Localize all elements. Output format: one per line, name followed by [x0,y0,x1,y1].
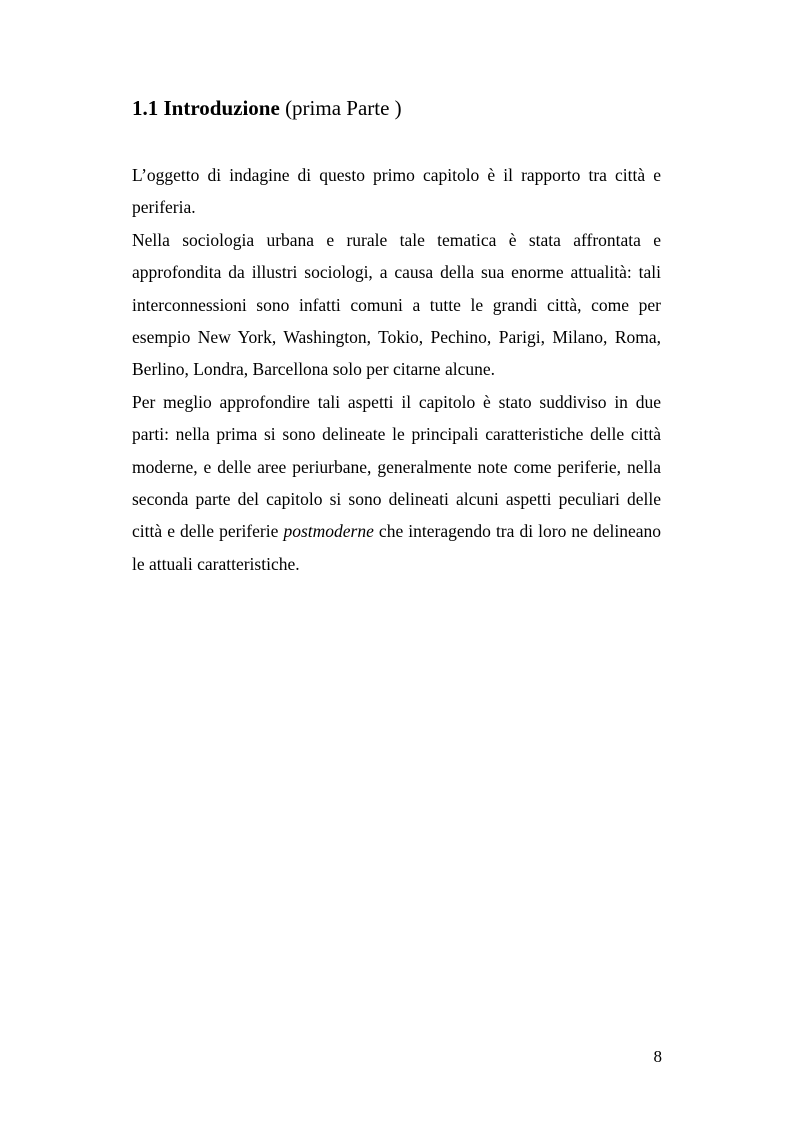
section-heading [132,94,662,122]
paragraph-1: L’oggetto di indagine di questo primo capitolo è il rapporto tra città e periferia. [132,165,661,218]
paragraph-3-text-a: Per meglio approfondire tali aspetti il capitolo è stato suddiviso in due parti: nella prima si sono delineate le principali caratteristiche delle città moderne, e delle aree periurbane, generalmente note come periferie, nella seconda parte del capitolo si sono delineati alcuni aspetti peculiari delle città e delle periferie [132,391,661,542]
paragraph-3-text-b: che interagendo tra di loro ne delineano le attuali caratteristiche. [132,521,662,574]
page-number: 8 [653,1047,662,1066]
paragraph-2: Nella sociologia urbana e rurale tale tematica è stata affrontata e approfondita da illustri sociologi, a causa della sua enorme attualità: tali interconnessioni sono infatti comuni a tutte le grandi città, come per esempio New York, Washington, Tokio, Pechino, Parigi, Milano, Roma, Berlino, Londra, Barcellona solo per citarne alcune. [132,229,661,380]
body-text [132,159,661,580]
section-title: 1.1 Introduzione [132,96,280,120]
section-subtitle: (prima Parte ) [285,96,402,120]
paragraph-3-italic-term: postmoderne [283,521,374,542]
paragraph-3 [132,386,661,580]
